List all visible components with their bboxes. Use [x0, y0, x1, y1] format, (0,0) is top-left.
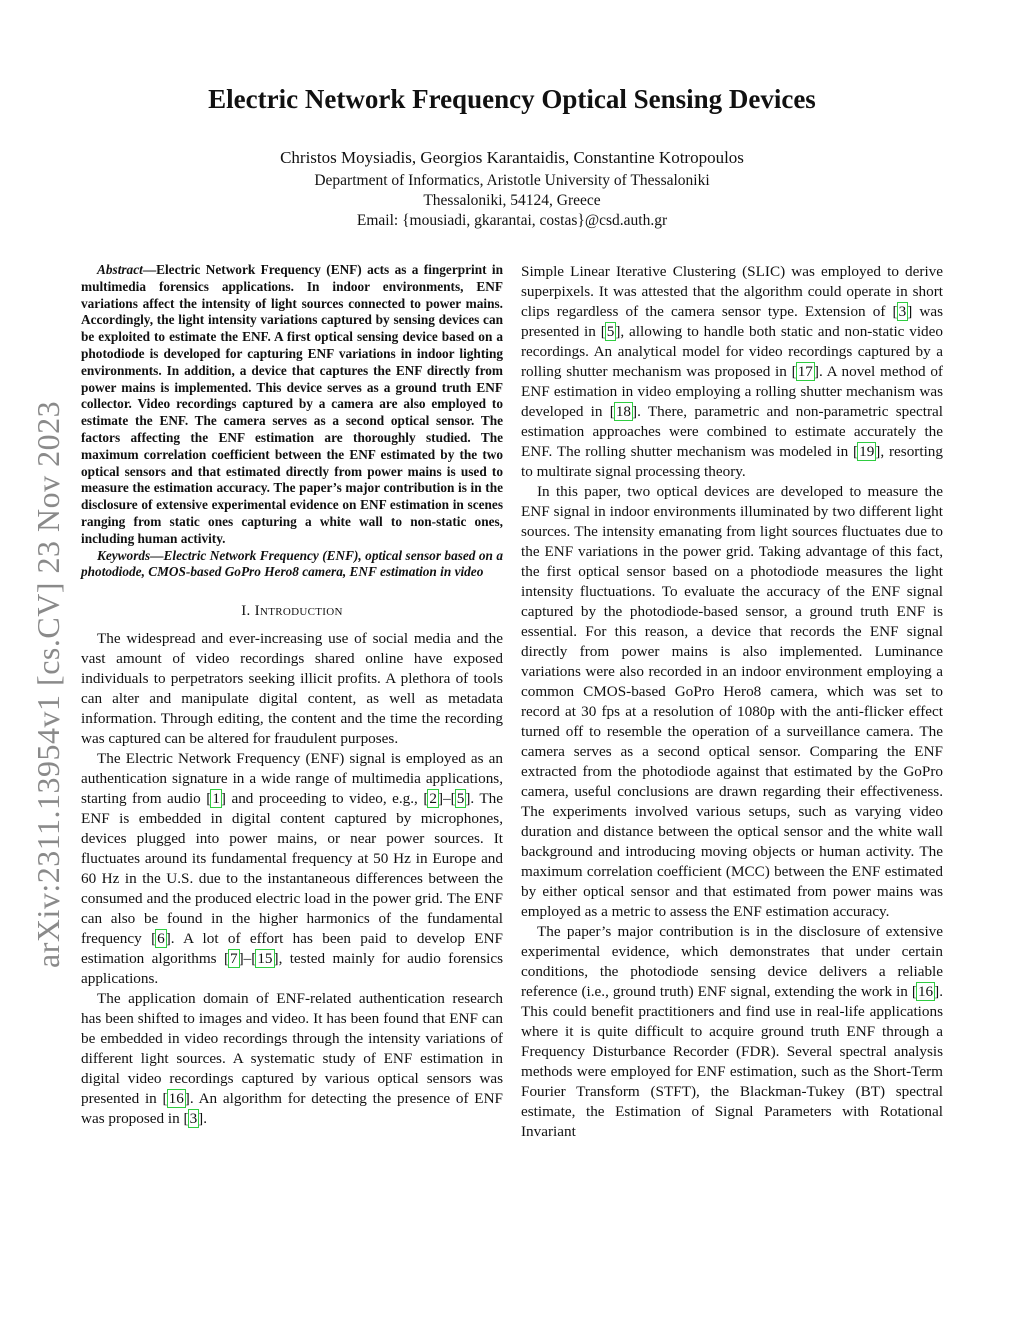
paper-title: Electric Network Frequency Optical Sensing Devices [208, 84, 816, 114]
intro-paragraph-5: The paper’s major contribution is in the disclosure of extensive experimental evidence, which demonstrates that under certain conditions, the photodiode sensing device delivers a reliable reference (i.e., ground truth) ENF signal, extending the work in [16]. This could benefit practitioners and find use in real-life applications where it is quite difficult to acquire ground truth ENF through a Frequency Disturbance Recorder (FDR). Several spectral analysis methods were employed for ENF estimation, such as the Short-Term Fourier Transform (STFT), the Blackman-Tukey (BT) spectral estimate, the Estimation of Signal Parameters with Rotational Invariant [521, 923, 943, 1140]
citation-link[interactable]: 6 [157, 930, 165, 948]
citation-link[interactable]: 16 [168, 1090, 184, 1108]
affiliation-department: Department of Informatics, Aristotle University of Thessaloniki [314, 172, 710, 189]
intro-paragraph-3-continued: Simple Linear Iterative Clustering (SLIC) was employed to derive superpixels. It was attested that the algorithm could operate in short clips regardless of the camera sensor type. Extension of [3] was presented in [5], allowing to handle both static and non-static video recordings. An analytical model for video recordings captured by a rolling shutter mechanism was proposed in [17]. A novel method of ENF estimation in video employing a rolling shutter mechanism was developed in [18]. There, parametric and non-parametric spectral estimation approaches were combined to estimate accurately the ENF. The rolling shutter mechanism was modeled in [19], resorting to multirate signal processing theory. [521, 263, 944, 480]
abstract [81, 262, 503, 548]
section-heading-introduction: I. Introduction [241, 603, 343, 620]
left-column [81, 262, 503, 1129]
abstract-text: —Electric Network Frequency (ENF) acts as a fingerprint in multimedia forensics applications. In indoor environments, ENF variations affect the intensity of light sources connected to power mains. Accordingly, the light intensity variations captured by sensing devices can be exploited to estimate the ENF. A first optical sensing device based on a photodiode is developed for capturing ENF variations in indoor lighting environments. In addition, a device that captures the ENF directly from power mains is implemented. This device serves as a ground truth ENF collector. Video recordings captured by a camera are also employed to estimate the ENF. The camera serves as a second optical sensor. The factors affecting the ENF estimation are thoroughly studied. The maximum correlation coefficient between the ENF estimated by the two optical sensors and that estimated directly from power mains is used to measure the estimation accuracy. The paper’s major contribution is in the disclosure of extensive experimental evidence on ENF estimation in scenes ranging from static ones capturing a white wall to non-static ones, including human activity. [81, 262, 503, 546]
citation-link[interactable]: 7 [230, 950, 238, 968]
citation-link[interactable]: 2 [429, 790, 437, 808]
citation-link[interactable]: 5 [606, 323, 615, 340]
intro-paragraph-3: The application domain of ENF-related authentication research has been shifted to images and video. It has been found that ENF can be embedded in video recordings through the intensity variations of different light sources. A systematic study of ENF estimation in digital video recordings captured by various optical sensors was presented in [16]. An algorithm for detecting the presence of ENF was proposed in [3]. [81, 990, 503, 1128]
intro-paragraph-4: In this paper, two optical devices are developed to measure the ENF signal in indoor environments illuminated by two different light sources. The intensity emanating from light sources fluctuates due to the ENF variations in the power grid. Taking advantage of this fact, the first optical sensor based on a photodiode measures the light intensity fluctuations. To evaluate the accuracy of the ENF signal captured by the photodiode-based sensor, a ground truth ENF is essential. For this reason, a device that records the ENF signal directly from power mains is also implemented. Luminance variations were also recorded in an indoor environment employing a common CMOS-based GoPro Hero8 camera, which was set to record at 30 fps at a resolution of 1080p with the anti-flicker effect turned off to resemble the operation of a surveillance camera. The camera serves as a second optical sensor. Comparing the ENF extracted from the photodiode against that estimated by the GoPro camera, useful conclusions are drawn regarding their effectiveness. The experiments involved various setups, such as varying video duration and distance between the optical sensor and the white wall background and introducing moving objects or human activity. The maximum correlation coefficient (MCC) between the ENF estimated by either optical sensor and that estimated from power mains was employed as a metric to assess the ENF estimation accuracy. [521, 483, 943, 920]
citation-link[interactable]: 18 [615, 403, 632, 420]
author-list: Christos Moysiadis, Georgios Karantaidis, Constantine Kotropoulos [280, 148, 744, 167]
affiliation-city: Thessaloniki, 54124, Greece [423, 192, 601, 209]
intro-paragraph-1: The widespread and ever-increasing use of social media and the vast amount of video recordings shared online have exposed individuals to perpetrators seeking illicit profits. A plethora of tools can alter and manipulate digital content, as well as metadata information. Through editing, the content and the time the recording was captured can be altered for fraudulent purposes. [81, 630, 503, 748]
citation-link[interactable]: 1 [212, 790, 220, 808]
abstract-label: Abstract [97, 262, 143, 277]
keywords-text: —Electric Network Frequency (ENF), optical sensor based on a photodiode, CMOS-based GoPro Hero8 camera, ENF estimation in video [81, 547, 503, 580]
intro-paragraph-2: The Electric Network Frequency (ENF) signal is employed as an authentication signature in a wide range of multimedia applications, starting from audio [1] and proceeding to video, e.g., [2]–[5]. The ENF is embedded in digital content captured by microphones, devices plugged into power mains, or near power sources. It fluctuates around its fundamental frequency at 50 Hz in Europe and 60 Hz in the U.S. due to the instantaneous differences between the consumed and the produced electric load in the power grid. The ENF can also be found in the higher harmonics of the fundamental frequency [6]. A lot of effort has been paid to develop ENF estimation algorithms [7]–[15], tested mainly for audio forensics applications. [81, 750, 504, 988]
keywords [81, 548, 503, 582]
keywords-label: Keywords [97, 547, 151, 563]
citation-link[interactable]: 3 [189, 1110, 198, 1128]
citation-link[interactable]: 19 [859, 443, 875, 460]
citation-link[interactable]: 17 [797, 363, 813, 380]
right-column [521, 262, 943, 1142]
affiliation-email: Email: {mousiadi, gkarantai, costas}@csd.auth.gr [356, 212, 668, 229]
citation-link[interactable]: 16 [917, 983, 934, 1000]
citation-link[interactable]: 5 [456, 790, 465, 808]
arxiv-identifier-stamp: arXiv:2311.13954v1 [cs.CV] 23 Nov 2023 [30, 400, 66, 968]
citation-link[interactable]: 3 [898, 303, 907, 320]
citation-link[interactable]: 15 [257, 950, 273, 968]
